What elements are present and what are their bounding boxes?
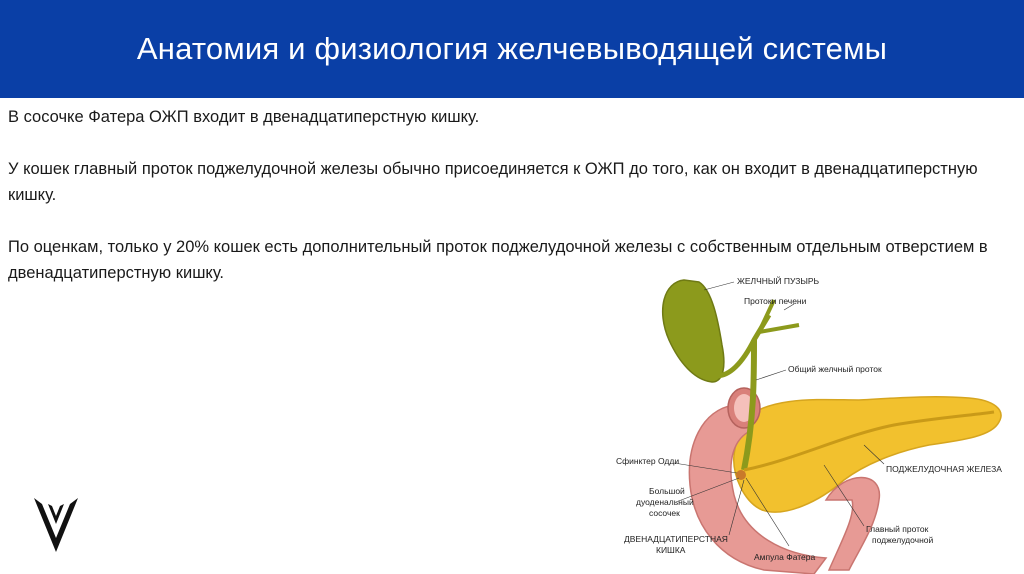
label-pancreas: ПОДЖЕЛУДОЧНАЯ ЖЕЛЕЗА — [886, 464, 1002, 474]
paragraph-3: По оценкам, только у 20% кошек есть дополнительный проток поджелудочной железы с собственным отдельным отверстием в двенадцатиперстную кишку. — [8, 238, 988, 282]
label-duodenum-1: ДВЕНАДЦАТИПЕРСТНАЯ — [624, 534, 728, 544]
logo-icon — [30, 494, 82, 556]
label-papilla-2: дуоденальный — [636, 497, 694, 507]
label-papilla-3: сосочек — [649, 508, 680, 518]
label-common-bile-duct: Общий желчный проток — [788, 364, 882, 374]
label-main-duct-2: поджелудочной — [872, 535, 934, 545]
label-ampulla: Ампула Фатера — [754, 552, 816, 562]
label-sphincter: Сфинктер Одди — [616, 456, 680, 466]
label-hepatic-ducts: Протоки печени — [744, 296, 807, 306]
paragraph-2: У кошек главный проток поджелудочной железы обычно присоединяется к ОЖП до того, как он входит в двенадцатиперстную кишку. — [8, 160, 978, 204]
label-gallbladder: ЖЕЛЧНЫЙ ПУЗЫРЬ — [737, 276, 820, 286]
gallbladder-shape — [663, 280, 724, 382]
paragraph-1: В сосочке Фатера ОЖП входит в двенадцатиперстную кишку. — [8, 108, 480, 126]
pancreas-anatomy-illustration — [594, 270, 1018, 574]
label-papilla-1: Большой — [649, 486, 685, 496]
label-main-duct-1: Главный проток — [866, 524, 929, 534]
page-title: Анатомия и физиология желчевыводящей системы — [136, 31, 888, 66]
label-duodenum-2: КИШКА — [656, 545, 686, 555]
title-bar — [0, 0, 1024, 98]
